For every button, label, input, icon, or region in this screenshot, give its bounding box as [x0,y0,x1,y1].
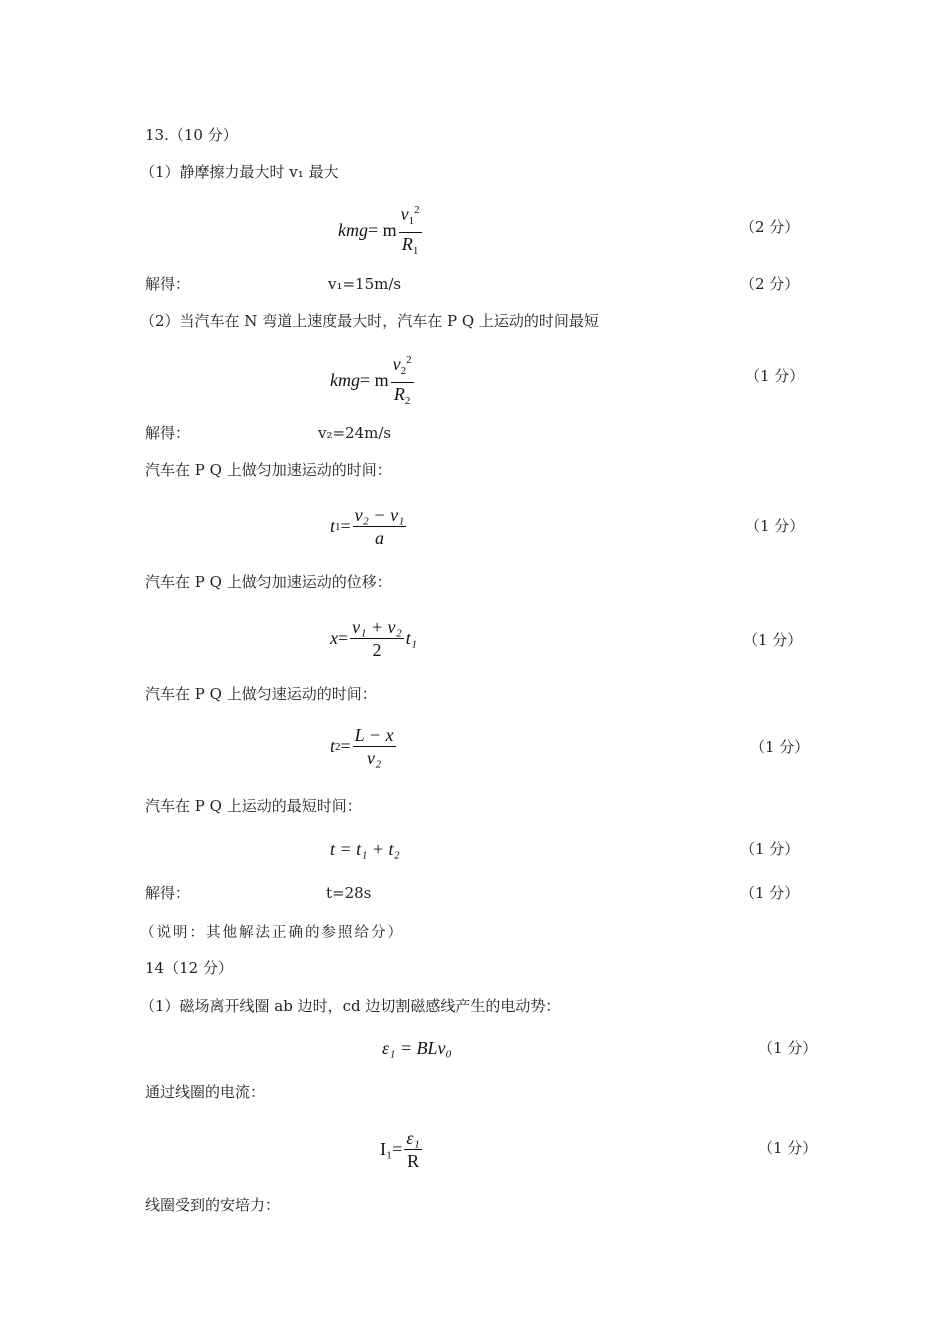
text-accel-displacement: 汽车在 P Q 上做匀加速运动的位移： [145,573,392,591]
num-sup: 2 [414,204,420,216]
q13-equation-2 [330,350,416,411]
result-value: v₂=24m/s [318,424,392,442]
eq-lhs: kmg [330,370,360,390]
denominator: v₂ [366,748,382,768]
num-var: v [392,354,401,374]
eq-lhs: t [330,736,336,756]
numerator [399,200,422,233]
scoring-note: （说明：其他解法正确的参照给分） [140,925,404,941]
fraction [404,1128,421,1171]
fraction [353,505,407,548]
q13-equation-3 [330,505,408,548]
fraction [350,617,404,660]
denominator [400,233,421,261]
numerator: v₁ + v₂ [352,617,402,637]
eq-equals: = m [368,220,397,240]
points-label: （1 分） [758,1039,818,1057]
points-label: （1 分） [740,840,800,858]
text-uniform-time: 汽车在 P Q 上做匀速运动的时间： [145,685,377,703]
fraction [391,350,414,411]
eq-lhs: t [330,516,336,536]
result-label: 解得： [145,424,191,442]
text-min-time: 汽车在 P Q 上运动的最短时间： [145,797,362,815]
den-sub: 2 [404,395,411,407]
result-value: v₁=15m/s [328,275,402,293]
points-label: （1 分） [750,738,810,756]
eq-equals: = [340,736,351,756]
points-label: （1 分） [743,631,803,649]
q14-part1-intro: （1）磁场离开线圈 ab 边时，cd 边切割磁感线产生的电动势： [140,997,561,1015]
text-ampere-force: 线圈受到的安培力： [145,1196,281,1214]
q13-part1-intro: （1）静摩擦力最大时 v₁ 最大 [140,163,339,181]
lhs-sub: 1 [335,520,341,533]
result-value: t=28s [326,884,372,902]
q14-equation-1: ε₁ = BLv₀ [382,1038,452,1058]
numerator: ε₁ [406,1128,420,1148]
question-14-title: 14（12 分） [145,959,233,977]
result-label: 解得： [145,884,191,902]
q13-equation-6: t = t₁ + t₂ [330,839,400,859]
numerator [391,350,414,383]
text-accel-time: 汽车在 P Q 上做匀加速运动的时间： [145,461,392,479]
eq-equals: = [340,516,351,536]
den-sub: 1 [412,245,419,257]
numerator: v₂ − v₁ [354,505,405,525]
denominator: a [374,528,384,548]
result-label: 解得： [145,275,191,293]
points-label: （1 分） [745,517,805,535]
q13-equation-5 [330,725,398,768]
denominator [392,383,413,411]
points-label: （2 分） [740,275,800,293]
numerator: L − x [354,725,394,745]
question-13-title: 13.（10 分） [145,126,238,144]
fraction [399,200,422,261]
fraction [353,725,396,768]
q13-equation-4 [330,617,417,660]
eq-equals: = [338,628,349,648]
eq-equals: = m [360,370,389,390]
q13-part2-intro: （2）当汽车在 N 弯道上速度最大时，汽车在 P Q 上运动的时间最短 [140,312,599,330]
num-sub: 1 [408,215,415,227]
points-label: （2 分） [740,218,800,236]
points-label: （1 分） [758,1139,818,1157]
q13-equation-1 [338,200,424,261]
text-current: 通过线圈的电流： [145,1083,266,1101]
eq-lhs: I₁= [380,1139,403,1159]
num-sup: 2 [406,354,412,366]
eq-lhs: kmg [338,220,368,240]
denominator: R [407,1151,420,1171]
q14-equation-2 [380,1128,424,1171]
eq-lhs: x [330,628,338,648]
num-sub: 2 [400,365,407,377]
points-label: （1 分） [745,367,805,385]
lhs-sub: 2 [335,740,341,753]
den-var: R [393,384,405,404]
points-label: （1 分） [740,884,800,902]
eq-tail: t₁ [405,628,418,648]
den-var: R [401,234,413,254]
denominator: 2 [372,640,382,660]
num-var: v [400,204,409,224]
